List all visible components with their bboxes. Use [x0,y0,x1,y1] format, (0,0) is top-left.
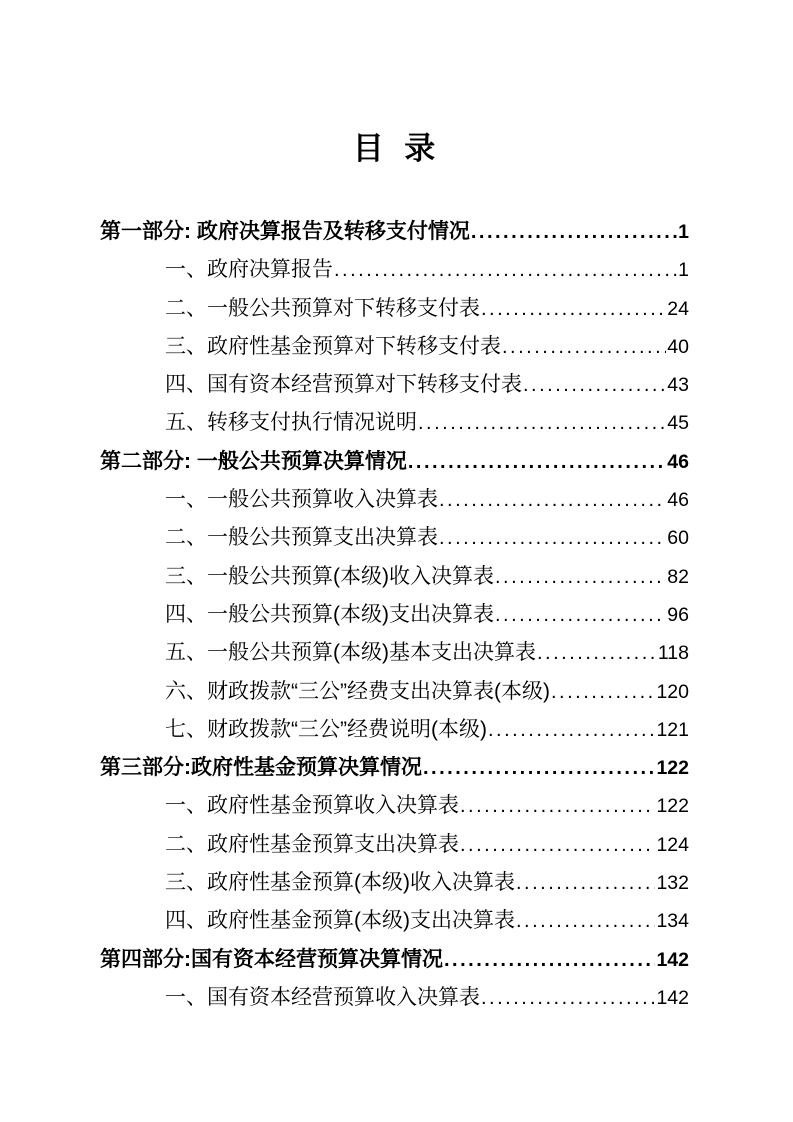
dot-leader [334,251,677,289]
toc-entry-label: 一、政府性基金预算收入决算表 [165,794,459,818]
toc-entry-page: 46 [667,489,689,512]
dot-leader [481,979,655,1017]
toc-entry-page: 121 [656,718,689,741]
toc-entry-label: 四、国有资本经营预算对下转移支付表 [165,373,522,397]
toc-entry-page: 60 [667,527,689,550]
dot-leader [418,404,666,442]
page-title: 目 录 [352,131,437,166]
toc-entry [100,634,689,672]
dot-leader [537,634,657,672]
dot-leader [423,749,655,787]
toc-entry-label: 第三部分:政府性基金预算决算情况 [100,756,422,780]
toc-entry [100,902,689,940]
dot-leader [488,711,655,749]
toc-entry-page: 24 [667,297,689,320]
toc-entry-label: 第一部分: 政府决算报告及转移支付情况 [100,220,470,243]
dot-leader [551,673,655,711]
toc-entry-part-4 [100,941,689,979]
toc-entry-label: 三、一般公共预算(本级)收入决算表 [165,564,494,588]
dot-leader [502,328,666,366]
toc-entry-page: 82 [667,565,689,588]
toc-entry-label: 二、一般公共预算支出决算表 [165,526,438,550]
toc-entry-page: 120 [656,680,689,703]
toc-entry-page: 1 [678,221,689,243]
toc-entry-page: 132 [656,872,689,895]
dot-leader [516,902,655,940]
toc-entry [100,481,689,519]
dot-leader [495,558,666,596]
toc-entry [100,558,689,596]
toc-entry-page: 1 [678,259,689,282]
toc-entry [100,864,689,902]
toc-entry-page: 118 [657,642,689,665]
dot-leader [439,481,666,519]
dot-leader [481,290,666,328]
toc-entry-label: 四、政府性基金预算(本级)支出决算表 [165,909,515,933]
toc-entry-page: 40 [667,335,689,358]
toc-entry-label: 一、一般公共预算收入决算表 [165,488,438,512]
toc-entry-label: 四、一般公共预算(本级)支出决算表 [165,602,494,626]
dot-leader [460,787,655,825]
toc-entry-label: 一、国有资本经营预算收入决算表 [165,985,480,1009]
toc-entry-page: 124 [656,833,689,856]
dot-leader [495,596,666,634]
toc-entry [100,826,689,864]
toc-entry [100,711,689,749]
toc-entry-label: 五、一般公共预算(本级)基本支出决算表 [165,641,536,665]
toc-entry-part-1 [100,213,689,251]
toc-entry-page: 122 [656,757,689,780]
toc-entry-label: 第二部分: 一般公共预算决算情况 [100,449,407,473]
toc-entry-label: 二、一般公共预算对下转移支付表 [165,296,480,320]
toc-entry [100,290,689,328]
toc-entry [100,328,689,366]
dot-leader [516,864,655,902]
toc-entry-label: 六、财政拨款“三公”经费支出决算表(本级) [165,679,550,703]
toc-entry-part-2 [100,443,689,481]
toc-entry-label: 七、财政拨款“三公”经费说明(本级) [165,717,487,741]
toc-entry-page: 96 [667,603,689,626]
table-of-contents [100,213,689,1017]
toc-entry-page: 142 [656,986,689,1009]
toc-entry [100,366,689,404]
toc-entry-page: 43 [667,374,689,397]
dot-leader [444,941,655,979]
dot-leader [439,519,666,557]
toc-entry-label: 三、政府性基金预算对下转移支付表 [165,334,501,358]
toc-entry-part-3 [100,749,689,787]
toc-entry-label: 五、转移支付执行情况说明 [165,411,417,435]
toc-entry [100,519,689,557]
dot-leader [408,443,666,481]
toc-entry-page: 46 [667,450,689,473]
toc-entry-page: 122 [656,795,689,818]
dot-leader [471,213,677,251]
toc-entry [100,787,689,825]
dot-leader [523,366,666,404]
toc-entry-page: 134 [656,910,689,933]
toc-entry-label: 一、政府决算报告 [165,258,333,282]
toc-entry [100,673,689,711]
toc-entry-label: 第四部分:国有资本经营预算决算情况 [100,947,443,971]
toc-entry-label: 二、政府性基金预算支出决算表 [165,832,459,856]
toc-entry [100,596,689,634]
dot-leader [460,826,655,864]
toc-entry-page: 142 [656,948,689,971]
toc-entry [100,979,689,1017]
toc-entry [100,251,689,289]
toc-entry [100,404,689,442]
toc-entry-label: 三、政府性基金预算(本级)收入决算表 [165,871,515,895]
toc-entry-page: 45 [667,412,689,435]
